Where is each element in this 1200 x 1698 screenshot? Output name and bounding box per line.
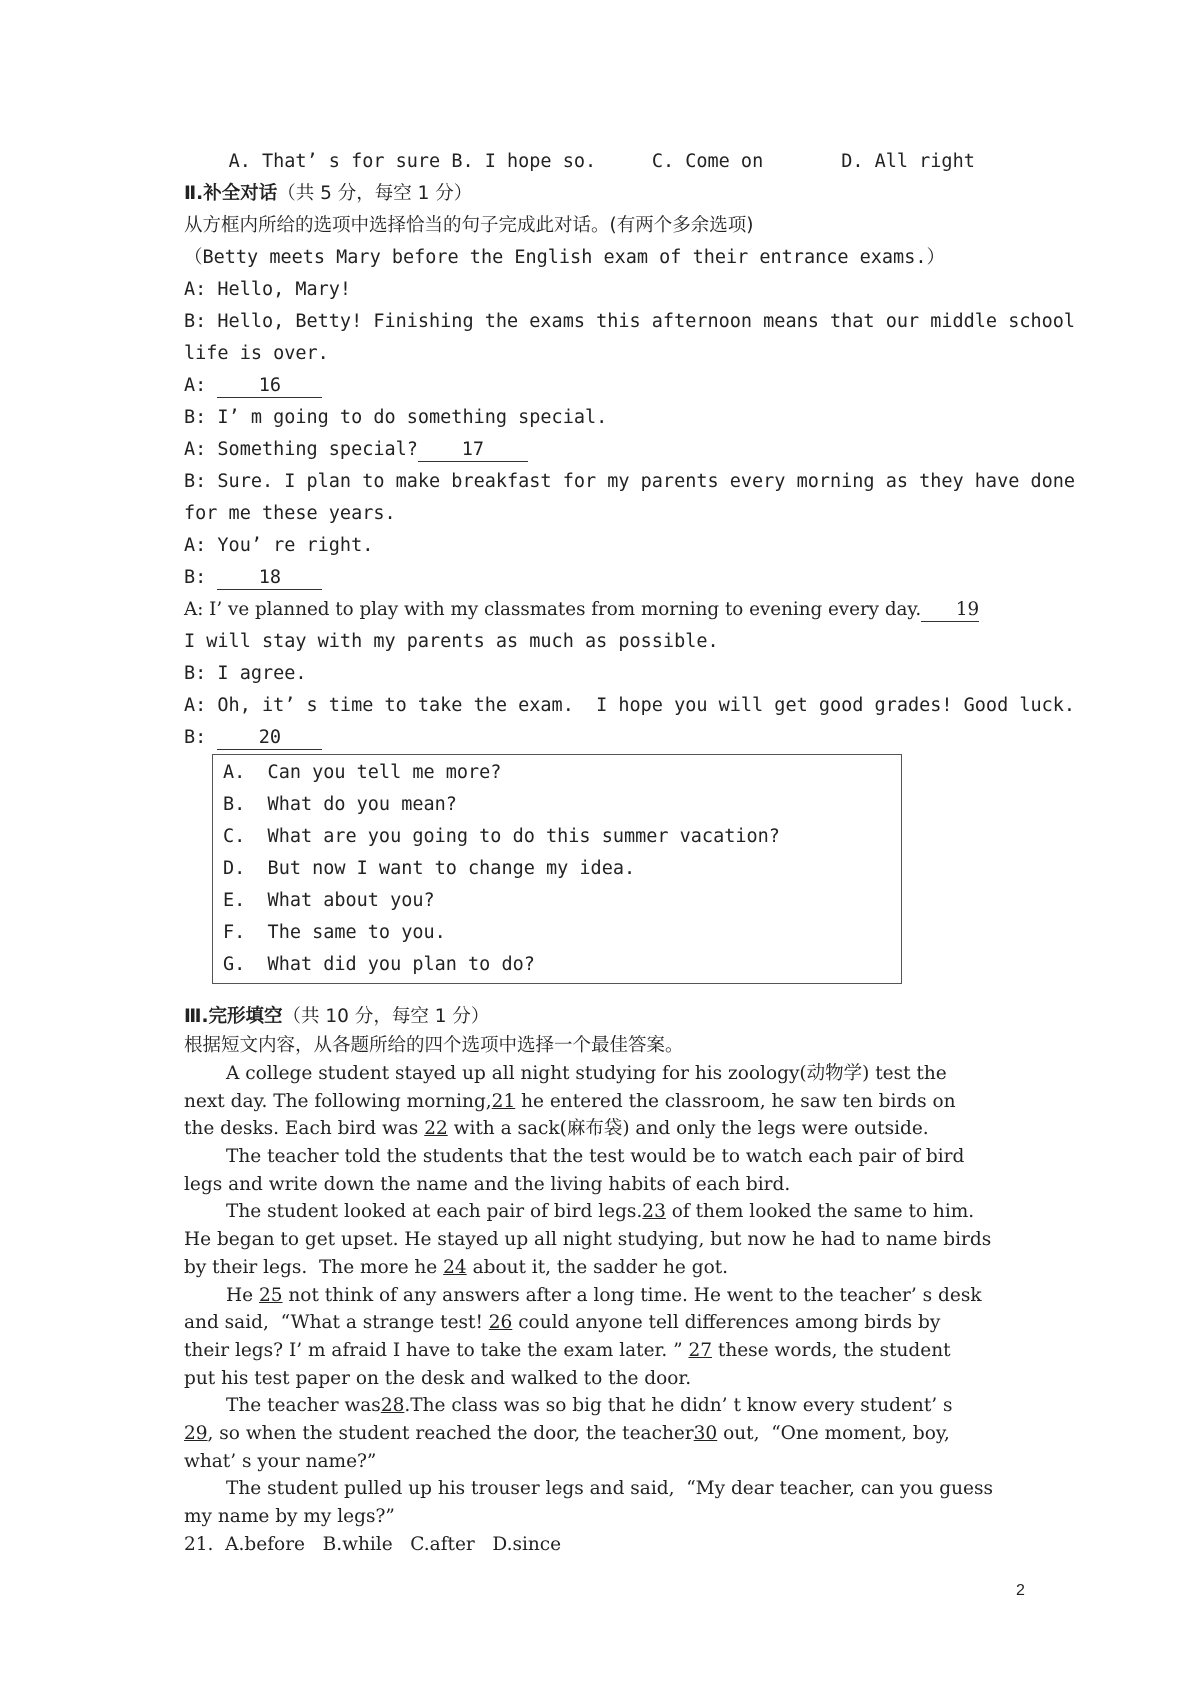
dialogue-scene: （Betty meets Mary before the English exam of their entrance exams.） bbox=[184, 247, 945, 268]
option-item: F. The same to you. bbox=[223, 922, 446, 943]
option-item: B. What do you mean? bbox=[223, 794, 457, 815]
option-item: D. But now I want to change my idea. bbox=[223, 858, 636, 879]
blank-18: 18 bbox=[217, 567, 322, 590]
passage-line: A college student stayed up all night studying for his zoology(动物学) test the bbox=[226, 1063, 947, 1084]
section-3-title: Ⅲ.完形填空 bbox=[184, 1006, 283, 1027]
blank-17: 17 bbox=[418, 439, 528, 462]
dialogue-line: A: Hello, Mary! bbox=[184, 279, 352, 300]
dialogue-line: B: I’ m going to do something special. bbox=[184, 407, 608, 428]
blank-20: 20 bbox=[217, 727, 322, 750]
dialogue-line: A: Oh, it’ s time to take the exam. I hope you will get good grades! Good luck. bbox=[184, 695, 1076, 716]
section-2-heading bbox=[184, 178, 1027, 210]
blank-30: 30 bbox=[693, 1422, 718, 1444]
blank-24: 24 bbox=[443, 1256, 467, 1278]
dialogue-line: A: 16 bbox=[184, 370, 1027, 402]
passage-line: The teacher told the students that the test would be to watch each pair of bird bbox=[226, 1146, 965, 1168]
dialogue-line: B: I agree. bbox=[184, 663, 307, 684]
cloze-passage bbox=[184, 1060, 1027, 1558]
passage-line: He began to get upset. He stayed up all night studying, but now he had to name birds bbox=[184, 1229, 992, 1251]
option-b: B. I hope so. bbox=[451, 151, 597, 172]
passage-line: what’ s your name?” bbox=[184, 1450, 377, 1472]
passage-line: next day. The following morning,21 he entered the classroom, he saw ten birds on bbox=[184, 1090, 956, 1112]
section-3-heading bbox=[184, 1002, 1027, 1032]
blank-28: 28 bbox=[380, 1395, 405, 1417]
passage-line: The teacher was28.The class was so big that he didn’ t know every student’ s bbox=[226, 1395, 953, 1417]
question-21: 21. A.before B.while C.after D.since bbox=[184, 1533, 562, 1555]
passage-line: the desks. Each bird was 22 with a sack(麻布袋) and only the legs were outside. bbox=[184, 1118, 929, 1140]
dialogue-line: A: You’ re right. bbox=[184, 535, 374, 556]
blank-27: 27 bbox=[688, 1339, 712, 1361]
dialogue-line: for me these years. bbox=[184, 503, 396, 524]
options-box bbox=[212, 754, 902, 984]
blank-23: 23 bbox=[642, 1201, 666, 1223]
blank-29: 29 bbox=[184, 1422, 208, 1444]
section-2-title: Ⅱ.补全对话 bbox=[184, 183, 278, 204]
option-d: D. All right bbox=[841, 151, 975, 172]
passage-line: by their legs. The more he 24 about it, the sadder he got. bbox=[184, 1256, 729, 1278]
dialogue-line: B: 20 bbox=[184, 722, 1027, 754]
option-item: G. What did you plan to do? bbox=[223, 954, 535, 975]
dialogue-line: A: I’ ve planned to play with my classmates from morning to evening every day. 19 bbox=[184, 599, 980, 620]
blank-21: 21 bbox=[491, 1090, 516, 1112]
section-3-instruction: 根据短文内容，从各题所给的四个选项中选择一个最佳答案。 bbox=[184, 1035, 684, 1056]
passage-line: He 25 not think of any answers after a long time. He went to the teacher’ s desk bbox=[226, 1284, 982, 1306]
dialogue-line: B: Hello, Betty! Finishing the exams this afternoon means that our middle school bbox=[184, 311, 1076, 332]
option-item: E. What about you? bbox=[223, 890, 435, 911]
passage-line: and said, “What a strange test! 26 could anyone tell differences among birds by bbox=[184, 1312, 941, 1334]
passage-line: put his test paper on the desk and walked to the door. bbox=[184, 1367, 692, 1389]
blank-26: 26 bbox=[488, 1312, 513, 1334]
dialogue bbox=[184, 274, 1076, 754]
blank-19: 19 bbox=[921, 599, 979, 622]
blank-16: 16 bbox=[217, 375, 322, 398]
page-number: 2 bbox=[1016, 1582, 1025, 1599]
passage-line: The student looked at each pair of bird legs.23 of them looked the same to him. bbox=[226, 1201, 975, 1223]
passage-line: The student pulled up his trouser legs and said, “My dear teacher, can you guess bbox=[226, 1478, 993, 1500]
exam-page bbox=[184, 146, 1076, 1558]
passage-line: their legs? I’ m afraid I have to take the exam later. ” 27 these words, the student bbox=[184, 1339, 951, 1361]
option-item: C. What are you going to do this summer vacation? bbox=[223, 826, 780, 847]
previous-question-options bbox=[184, 146, 1027, 178]
section-3-score: （共 10 分，每空 1 分） bbox=[282, 1006, 490, 1027]
dialogue-line: B: 18 bbox=[184, 562, 1027, 594]
dialogue-line: A: Something special? 17 bbox=[184, 434, 1027, 466]
section-2-instruction: 从方框内所给的选项中选择恰当的句子完成此对话。(有两个多余选项) bbox=[184, 215, 754, 236]
passage-line: 29, so when the student reached the door, the teacher30 out, “One moment, boy, bbox=[184, 1422, 950, 1444]
passage-line: legs and write down the name and the living habits of each bird. bbox=[184, 1173, 791, 1195]
option-c: C. Come on bbox=[651, 151, 764, 172]
option-item: A. Can you tell me more? bbox=[223, 762, 502, 783]
dialogue-line: I will stay with my parents as much as possible. bbox=[184, 631, 719, 652]
blank-22: 22 bbox=[424, 1118, 448, 1140]
option-a: A. That’ s for sure bbox=[228, 151, 441, 172]
section-2-score: （共 5 分，每空 1 分） bbox=[277, 183, 473, 204]
dialogue-line: B: Sure. I plan to make breakfast for my parents every morning as they have done bbox=[184, 471, 1076, 492]
blank-25: 25 bbox=[258, 1284, 283, 1306]
dialogue-line: life is over. bbox=[184, 343, 329, 364]
passage-line: my name by my legs?” bbox=[184, 1506, 395, 1527]
